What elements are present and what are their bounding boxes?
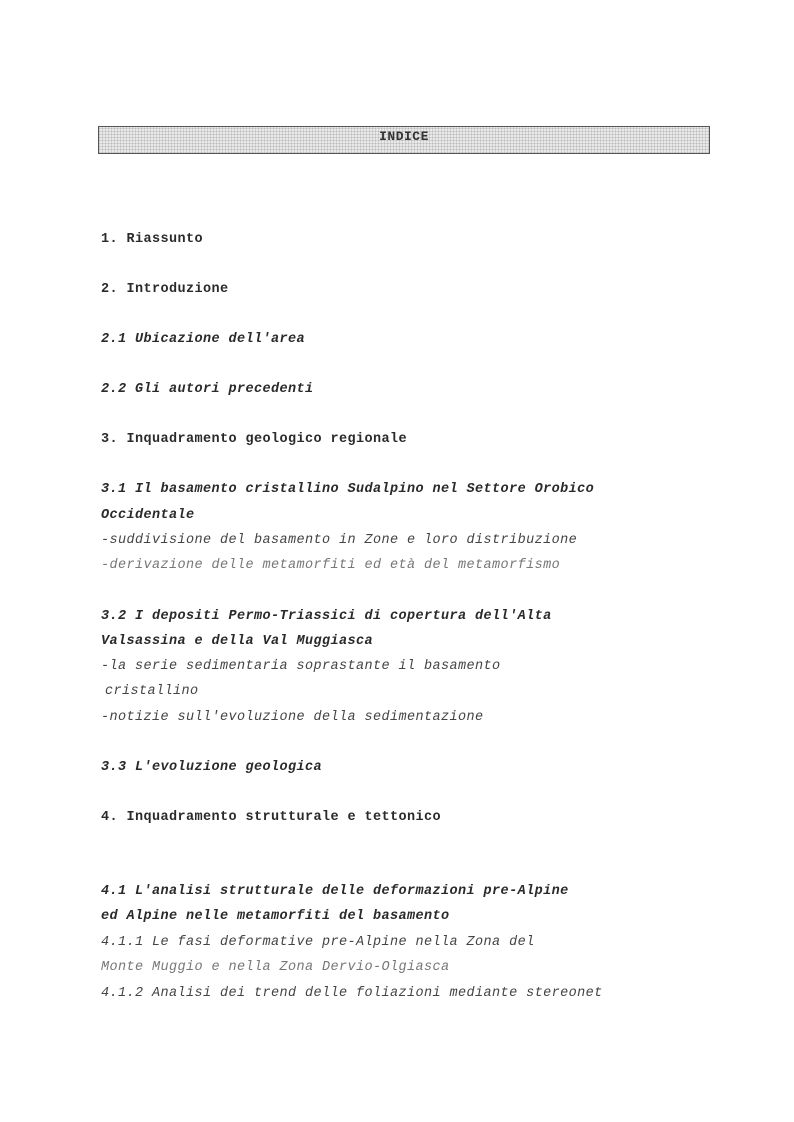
toc-entry-basamento-title: 3.1 Il basamento cristallino Sudalpino nel Settore Orobico	[101, 482, 595, 497]
toc-subentry-fasi-cont: Monte Muggio e nella Zona Dervio-Olgiasca	[101, 960, 450, 975]
toc-entry-inquadramento-strutturale: 4. Inquadramento strutturale e tettonico	[101, 810, 442, 825]
toc-subentry-serie: -la serie sedimentaria soprastante il basamento	[101, 659, 501, 674]
toc-entry-evoluzione: 3.3 L'evoluzione geologica	[101, 760, 323, 775]
index-header	[98, 126, 710, 154]
toc-subentry-suddivisione: -suddivisione del basamento in Zone e loro distribuzione	[101, 533, 578, 548]
toc-entry-ubicazione: 2.1 Ubicazione dell'area	[101, 332, 306, 347]
toc-entry-depositi-title: 3.2 I depositi Permo-Triassici di copertura dell'Alta	[101, 609, 552, 624]
toc-subentry-fasi: 4.1.1 Le fasi deformative pre-Alpine nella Zona del	[101, 935, 535, 950]
toc-subentry-notizie: -notizie sull'evoluzione della sedimentazione	[101, 710, 484, 725]
toc-subentry-derivazione: -derivazione delle metamorfiti ed età del metamorfismo	[101, 558, 561, 573]
toc-entry-basamento-title-cont: Occidentale	[101, 508, 195, 523]
index-title: INDICE	[379, 129, 429, 144]
toc-entry-analisi-strutturale-cont: ed Alpine nelle metamorfiti del basamento	[101, 909, 450, 924]
toc-subentry-analisi-trend: 4.1.2 Analisi dei trend delle foliazioni mediante stereonet	[101, 986, 603, 1001]
toc-entry-introduzione: 2. Introduzione	[101, 282, 229, 297]
toc-entry-riassunto: 1. Riassunto	[101, 232, 204, 247]
toc-entry-inquadramento-geologico: 3. Inquadramento geologico regionale	[101, 432, 408, 447]
toc-entry-depositi-title-cont: Valsassina e della Val Muggiasca	[101, 634, 374, 649]
toc-entry-analisi-strutturale: 4.1 L'analisi strutturale delle deformazioni pre-Alpine	[101, 884, 569, 899]
toc-subentry-serie-cont: cristallino	[105, 684, 199, 699]
toc-entry-autori: 2.2 Gli autori precedenti	[101, 382, 314, 397]
